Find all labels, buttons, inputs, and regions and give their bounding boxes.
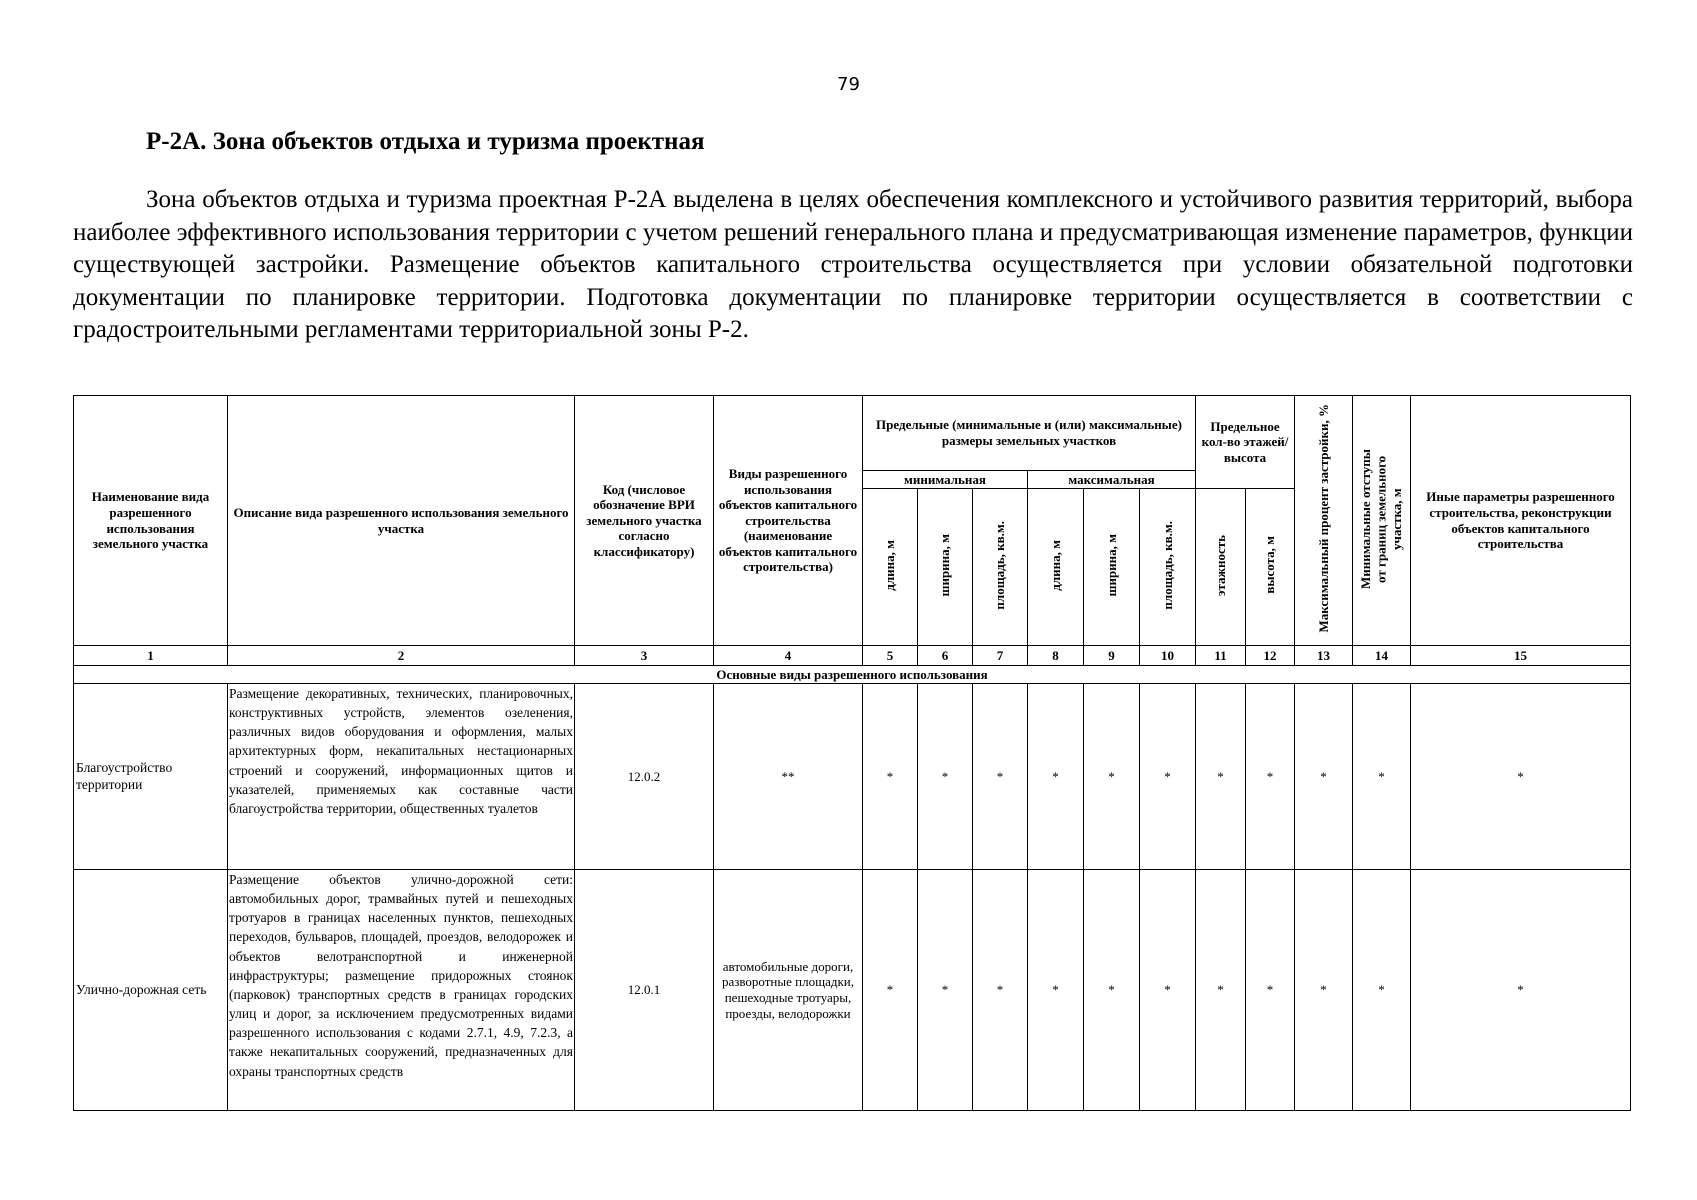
param-cell: * [1246,684,1295,870]
param-cell: * [1084,870,1140,1111]
use-name: Благоустройство территории [74,684,228,870]
zone-heading: Р-2А. Зона объектов отдыха и туризма проектная [146,128,705,155]
param-cell: * [1196,870,1246,1111]
column-number: 5 [863,646,918,666]
header-types: Виды разрешенного использования объектов капитального строительства (наименование объектов капитального строительства) [714,396,863,646]
table-row [74,684,1631,870]
param-cell: * [1196,684,1246,870]
param-cell: * [1295,684,1353,870]
header-row-1 [74,396,1631,471]
header-min-setbacks: Минимальные отступы от границ земельного участка, м [1353,396,1411,646]
param-cell: * [1353,870,1411,1111]
column-number: 13 [1295,646,1353,666]
use-name: Улично-дорожная сеть [74,870,228,1111]
param-cell: * [918,684,973,870]
use-code: 12.0.2 [575,684,714,870]
column-number-row [74,646,1631,666]
header-min-width: ширина, м [918,489,973,646]
use-code: 12.0.1 [575,870,714,1111]
use-description: Размещение декоративных, технических, планировочных, конструктивных устройств, элементов озеленения, различных видов оборудования и оформления, малых архитектурных форм, некапитальных нестационарных строений и сооружений, информационных щитов и указателей, применяемых как составные части благоустройства территории, общественных туалетов [228,684,575,870]
table-row [74,870,1631,1111]
header-max: максимальная [1028,471,1196,489]
header-max-area: площадь, кв.м. [1140,489,1196,646]
page-number: 79 [837,74,860,95]
header-name: Наименование вида разрешенного использования земельного участка [74,396,228,646]
use-types: автомобильные дороги, разворотные площадки, пешеходные тротуары, проезды, велодорожки [714,870,863,1111]
param-cell: * [1411,684,1631,870]
header-min: минимальная [863,471,1028,489]
section-title: Основные виды разрешенного использования [74,666,1631,684]
param-cell: * [1028,684,1084,870]
header-min-length: длина, м [863,489,918,646]
param-cell: * [918,870,973,1111]
section-row [74,666,1631,684]
column-number: 8 [1028,646,1084,666]
param-cell: * [1028,870,1084,1111]
column-number: 12 [1246,646,1295,666]
header-height: высота, м [1246,489,1295,646]
param-cell: * [863,684,918,870]
header-max-length: длина, м [1028,489,1084,646]
column-number: 3 [575,646,714,666]
column-number: 4 [714,646,863,666]
header-max-width: ширина, м [1084,489,1140,646]
column-number: 10 [1140,646,1196,666]
header-code: Код (числовое обозначение ВРИ земельного участка согласно классификатору) [575,396,714,646]
regulations-table [73,395,1631,1111]
column-number: 2 [228,646,575,666]
column-number: 14 [1353,646,1411,666]
param-cell: * [1295,870,1353,1111]
header-min-area: площадь, кв.м. [973,489,1028,646]
use-description: Размещение объектов улично-дорожной сети: автомобильных дорог, трамвайных путей и пешеходных тротуаров в границах населенных пунктов, пешеходных переходов, бульваров, площадей, проездов, велодорожек и объектов велотранспортной и инженерной инфраструктуры; размещение придорожных стоянок (парковок) транспортных средств в границах городских улиц и дорог, за исключением предусмотренных видами разрешенного использования с кодами 2.7.1, 4.9, 7.2.3, а также некапитальных сооружений, предназначенных для охраны транспортных средств [228,870,575,1111]
header-sizes-group: Предельные (минимальные и (или) максимальные) размеры земельных участков [863,396,1196,471]
zone-description: Зона объектов отдыха и туризма проектная Р-2А выделена в целях обеспечения комплексного и устойчивого развития территорий, выбора наиболее эффективного использования территории с учетом решений генерального плана и предусматривающая изменение параметров, функции существующей застройки. Размещение объектов капитального строительства осуществляется при условии обязательной подготовки документации по планировке территории. Подготовка документации по планировке территории осуществляется в соответствии с градостроительными регламентами территориальной зоны Р-2. [73,186,1633,343]
column-number: 15 [1411,646,1631,666]
header-description: Описание вида разрешенного использования земельного участка [228,396,575,646]
param-cell: * [1084,684,1140,870]
column-number: 7 [973,646,1028,666]
param-cell: * [1246,870,1295,1111]
param-cell: * [973,870,1028,1111]
column-number: 9 [1084,646,1140,666]
header-floors-group: Предельное кол-во этажей/ высота [1196,396,1295,489]
param-cell: * [1140,684,1196,870]
param-cell: * [863,870,918,1111]
param-cell: * [1353,684,1411,870]
column-number: 1 [74,646,228,666]
column-number: 6 [918,646,973,666]
column-number: 11 [1196,646,1246,666]
header-max-percent: Максимальный процент застройки, % [1295,396,1353,646]
param-cell: * [1411,870,1631,1111]
param-cell: * [1140,870,1196,1111]
param-cell: * [973,684,1028,870]
use-types: ** [714,684,863,870]
header-floors: этажность [1196,489,1246,646]
header-other-params: Иные параметры разрешенного строительства, реконструкции объектов капитального строительства [1411,396,1631,646]
